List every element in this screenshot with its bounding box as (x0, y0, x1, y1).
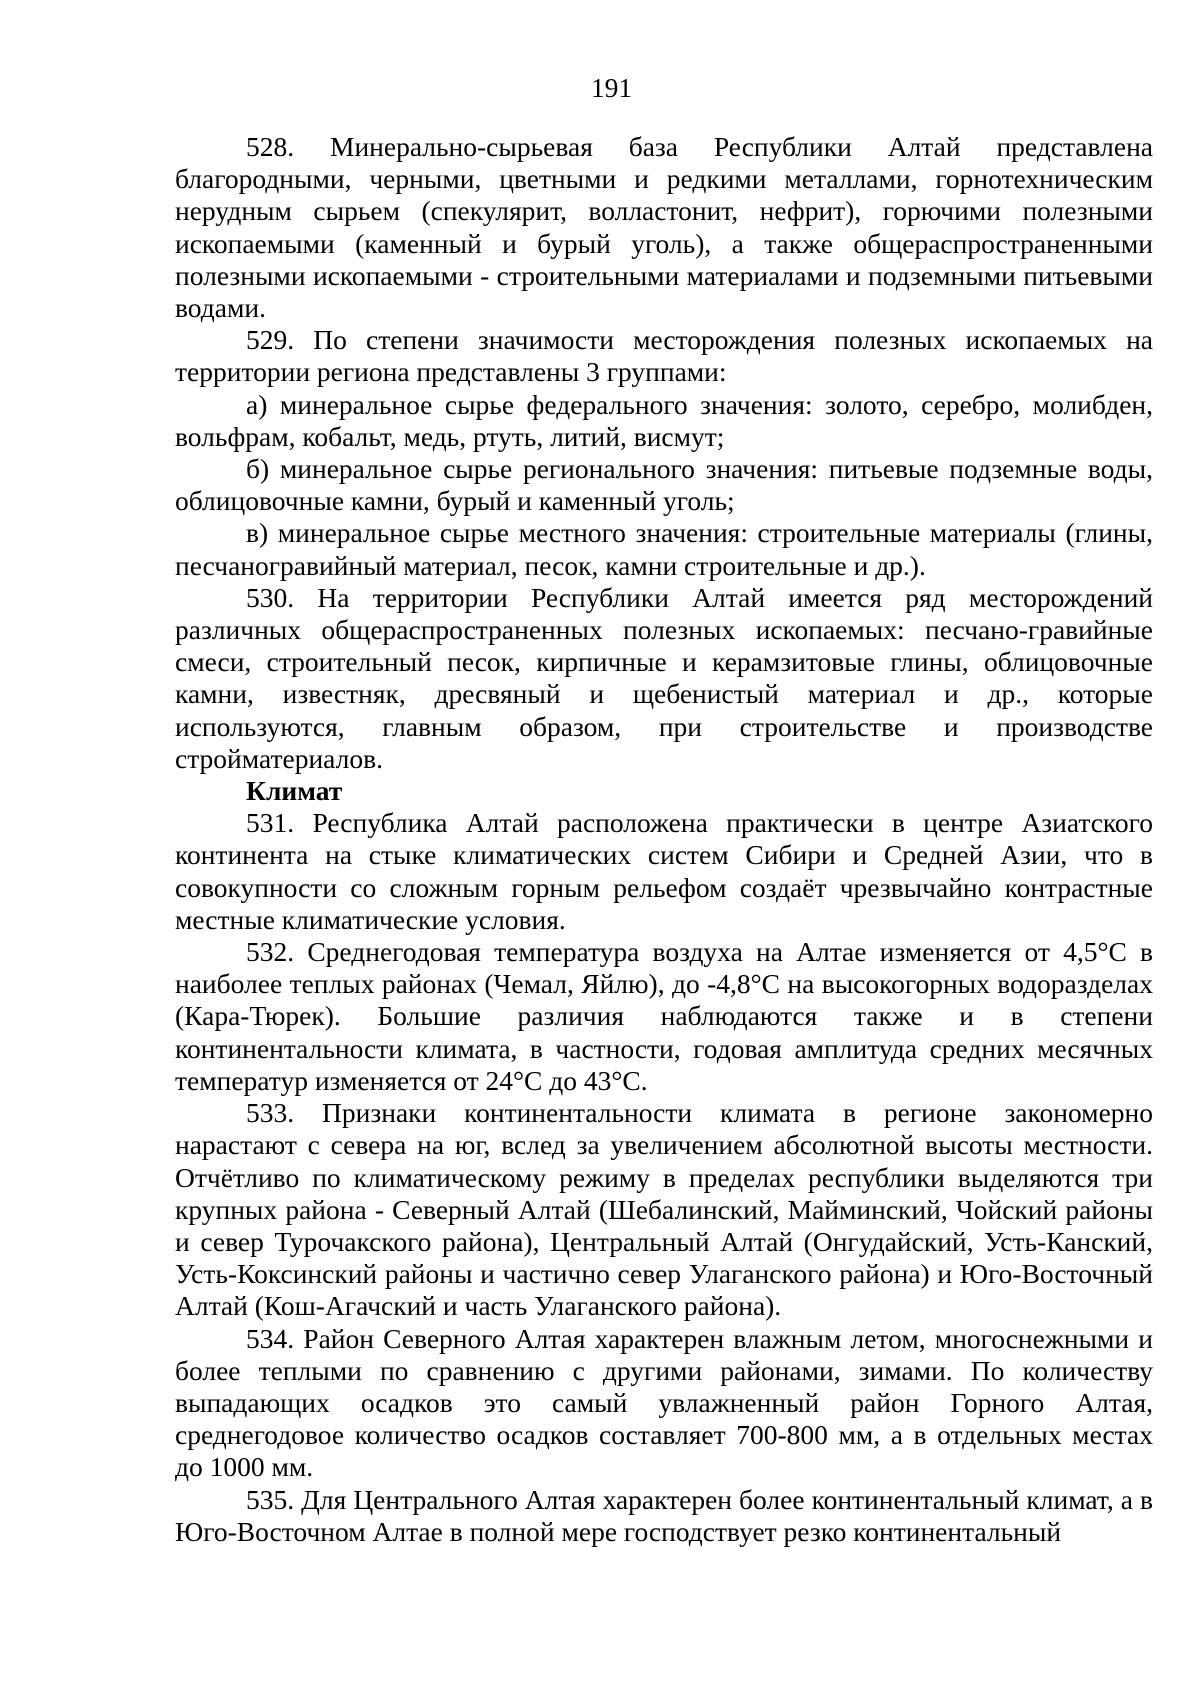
paragraph-533: 533. Признаки континентальности климата в регионе закономерно нарастают с севера на юг, вслед за увеличением абсолютной высоты местности. Отчётливо по климатическому режиму в пределах республики выделяются три крупных района - Северный Алтай (Шебалинский, Майминский, Чойский районы и север Турочакского района), Центральный Алтай (Онгудайский, Усть-Канский, Усть-Коксинский районы и частично север Улаганского района) и Юго-Восточный Алтай (Кош-Агачский и часть Улаганского района). (175, 1097, 1153, 1322)
paragraph-532: 532. Среднегодовая температура воздуха на Алтае изменяется от 4,5°С в наиболее теплых районах (Чемал, Яйлю), до -4,8°С на высокогорных водоразделах (Кара-Тюрек). Большие различия наблюдаются также и в степени континентальности климата, в частности, годовая амплитуда средних месячных температур изменяется от 24°С до 43°С. (175, 936, 1153, 1096)
paragraph-534: 534. Район Северного Алтая характерен влажным летом, многоснежными и более теплыми по сравнению с другими районами, зимами. По количеству выпадающих осадков это самый увлажненный район Горного Алтая, среднегодовое количество осадков составляет 700-800 мм, а в отдельных местах до 1000 мм. (175, 1322, 1153, 1483)
list-item-b: б) минеральное сырье регионального значения: питьевые подземные воды, облицовочные камни, бурый и каменный уголь; (175, 453, 1153, 517)
paragraph-530: 530. На территории Республики Алтай имеется ряд месторождений различных общераспространенных полезных ископаемых: песчано-гравийные смеси, строительный песок, кирпичные и керамзитовые глины, облицовочные камни, известняк, дресвяный и щебенистый материал и др., которые используются, главным образом, при строительстве и производстве стройматериалов. (175, 581, 1153, 774)
paragraph-529: 529. По степени значимости месторождения полезных ископаемых на территории региона представлены 3 группами: (175, 324, 1153, 388)
section-heading-climate: Климат (246, 775, 343, 807)
list-item-a: а) минеральное сырье федерального значения: золото, серебро, молибден, вольфрам, кобальт, медь, ртуть, литий, висмут; (175, 388, 1153, 452)
page-number: 191 (590, 72, 633, 103)
paragraph-531: 531. Республика Алтай расположена практически в центре Азиатского континента на стыке климатических систем Сибири и Средней Азии, что в совокупности со сложным горным рельефом создаёт чрезвычайно контрастные местные климатические условия. (175, 807, 1153, 935)
paragraph-528: 528. Минерально-сырьевая база Республики Алтай представлена благородными, черными, цветными и редкими металлами, горнотехническим нерудным сырьем (спекулярит, волластонит, нефрит), горючими полезными ископаемыми (каменный и бурый уголь), а также общераспространенными полезными ископаемыми - строительными материалами и подземными питьевыми водами. (175, 131, 1153, 324)
list-item-v: в) минеральное сырье местного значения: строительные материалы (глины, песчаногравийный материал, песок, камни строительные и др.). (175, 517, 1153, 581)
paragraph-535: 535. Для Центрального Алтая характерен более континентальный климат, а в Юго-Восточном Алтае в полной мере господствует резко континентальный (175, 1483, 1153, 1547)
document-body (175, 131, 1153, 1548)
